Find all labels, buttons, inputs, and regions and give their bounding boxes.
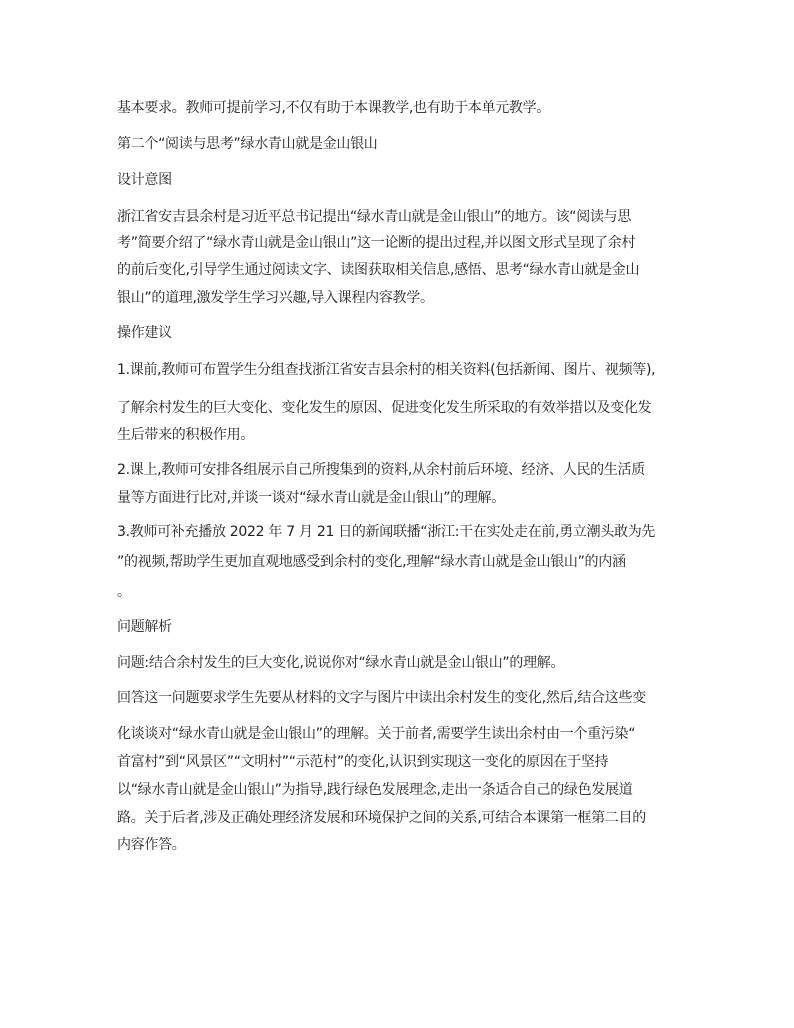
- text-line: 的前后变化,引导学生通过阅读文字、读图获取相关信息,感悟、思考“绿水青山就是金山: [117, 262, 640, 278]
- text-line: 2.课上,教师可安排各组展示自己所搜集到的资料,从余村前后环境、经济、人民的生活质: [117, 462, 645, 478]
- text-line: 。: [117, 584, 131, 600]
- text-line: 路。关于后者,涉及正确处理经济发展和环境保护之间的关系,可结合本课第一框第二目的: [117, 810, 646, 826]
- section-heading: 问题解析: [117, 619, 172, 635]
- text-line: 以“绿水青山就是金山银山”为指导,践行绿色发展理念,走出一条适合自己的绿色发展道: [117, 782, 633, 798]
- text-line: 量等方面进行比对,并谈一谈对“绿水青山就是金山银山”的理解。: [117, 490, 505, 506]
- text-line: 银山”的道理,激发学生学习兴趣,导入课程内容教学。: [117, 290, 434, 306]
- text-line: 基本要求。教师可提前学习,不仅有助于本课教学,也有助于本单元教学。: [117, 100, 550, 116]
- text-line: 考”简要介绍了“绿水青山就是金山银山”这一论断的提出过程,并以图文形式呈现了余村: [117, 235, 636, 251]
- text-line: ”的视频,帮助学生更加直观地感受到余村的变化,理解“绿水青山就是金山银山”的内涵: [117, 554, 626, 570]
- text-line: 了解余村发生的巨大变化、变化发生的原因、促进变化发生所采取的有效举措以及变化发: [117, 400, 652, 416]
- section-heading: 操作建议: [117, 325, 172, 341]
- text-line: 回答这一问题要求学生先要从材料的文字与图片中读出余村发生的变化,然后,结合这些变: [117, 690, 646, 706]
- text-line: 生后带来的积极作用。: [117, 427, 254, 443]
- text-line: 浙江省安吉县余村是习近平总书记提出“绿水青山就是金山银山”的地方。该“阅读与思: [117, 209, 632, 225]
- text-line: 问题:结合余村发生的巨大变化,说说你对“绿水青山就是金山银山”的理解。: [117, 655, 565, 671]
- text-line: 1.课前,教师可布置学生分组查找浙江省安吉县余村的相关资料(包括新闻、图片、视频等),: [117, 362, 656, 378]
- text-line: 化谈谈对“绿水青山就是金山银山”的理解。关于前者,需要学生读出余村由一个重污染“: [117, 726, 636, 742]
- text-line: 内容作答。: [117, 837, 186, 853]
- section-heading: 设计意图: [117, 172, 172, 188]
- text-line: 3.教师可补充播放 2022 年 7 月 21 日的新闻联播“浙江:干在实处走在前,勇立潮头敢为先: [117, 524, 656, 540]
- section-heading: 第二个“阅读与思考”绿水青山就是金山银山: [117, 136, 378, 152]
- text-line: 首富村”到“风景区”“文明村”“示范村”的变化,认识到实现这一变化的原因在于坚持: [117, 754, 609, 770]
